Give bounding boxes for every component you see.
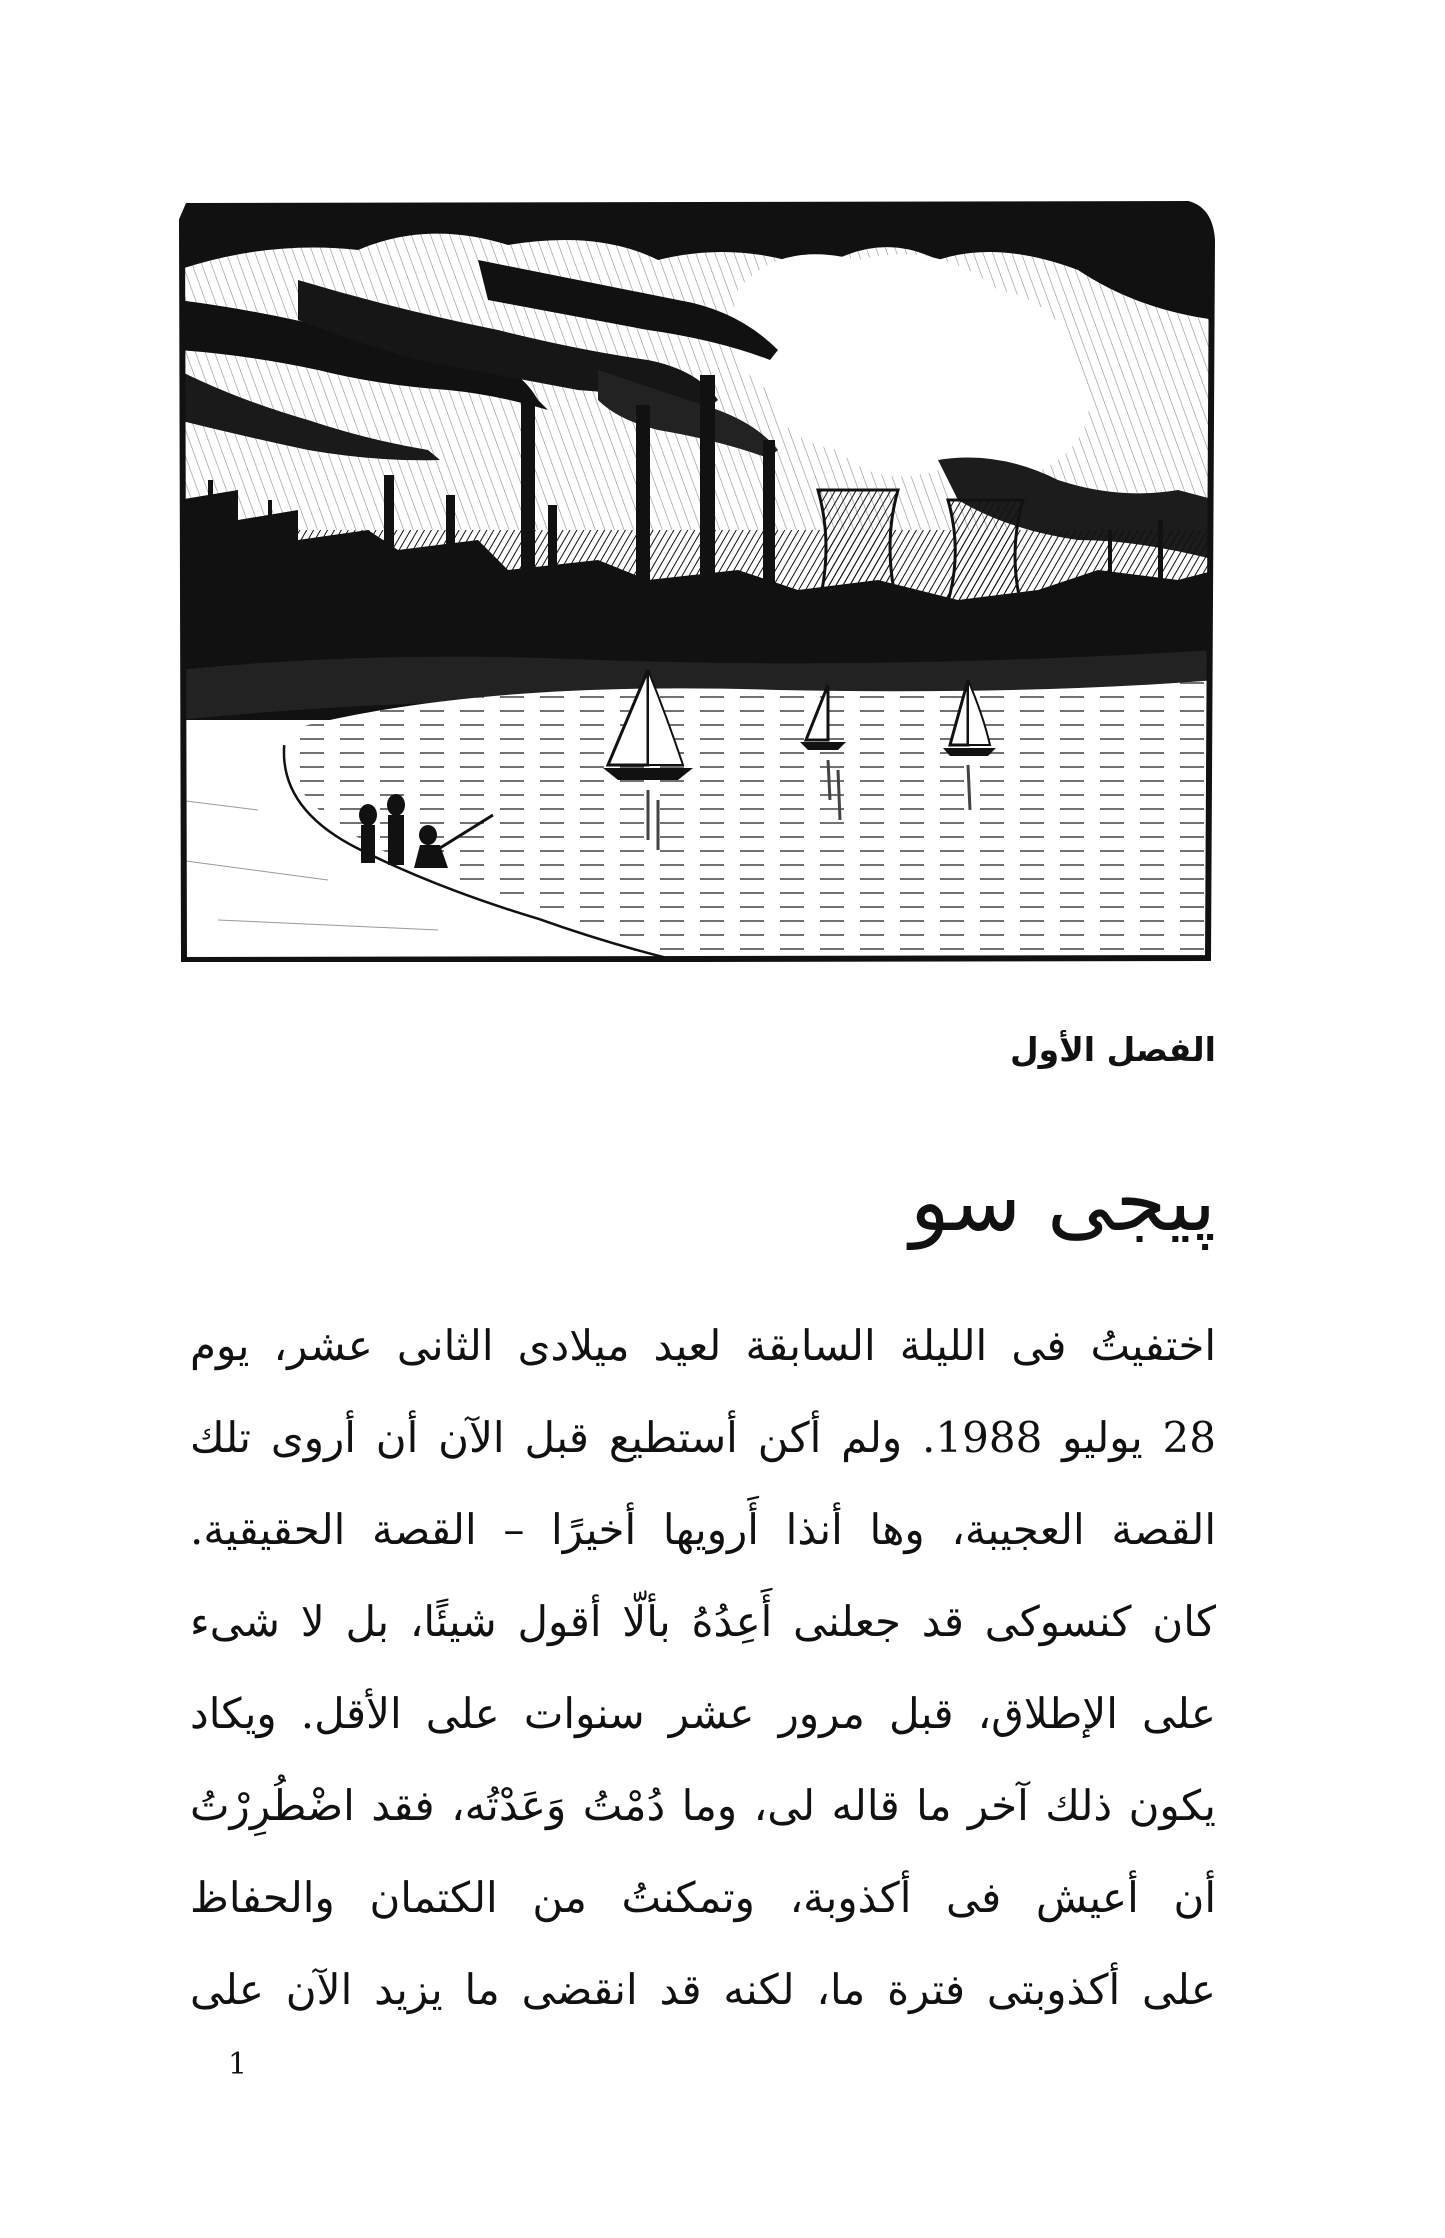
text-line: القصة العجيبة، وها أنذا أَرويها أخيرًا – القصة الحقيقية. (190, 1505, 1216, 1554)
body-paragraph (190, 1300, 1216, 2036)
text-line: على أكذوبتى فترة ما، لكنه قد انقضى ما يزيد الآن على (190, 1965, 1216, 2014)
text-line: 28 يوليو 1988. ولم أكن أستطيع قبل الآن أن أروى تلك (190, 1413, 1216, 1462)
industrial-harbor-image (178, 200, 1216, 962)
text-line: اختفيتُ فى الليلة السابقة لعيد ميلادى الثانى عشر، يوم (190, 1321, 1216, 1370)
text-line: كان كنسوكى قد جعلنى أَعِدُهُ بألّا أقول شيئًا، بل لا شىء (190, 1597, 1216, 1646)
text-line: على الإطلاق، قبل مرور عشر سنوات على الأقل. ويكاد (190, 1689, 1216, 1738)
chapter-title: پيجى سو (910, 1155, 1216, 1250)
text-line: يكون ذلك آخر ما قاله لى، وما دُمْتُ وَعَدْتُه، فقد اضْطُرِرْتُ (190, 1781, 1216, 1830)
chapter-label: الفصل الأول (1010, 1030, 1216, 1069)
chapter-illustration (178, 200, 1216, 962)
page-number: 1 (228, 2047, 248, 2082)
text-line: أن أعيش فى أكذوبة، وتمكنتُ من الكتمان والحفاظ (190, 1873, 1216, 1922)
